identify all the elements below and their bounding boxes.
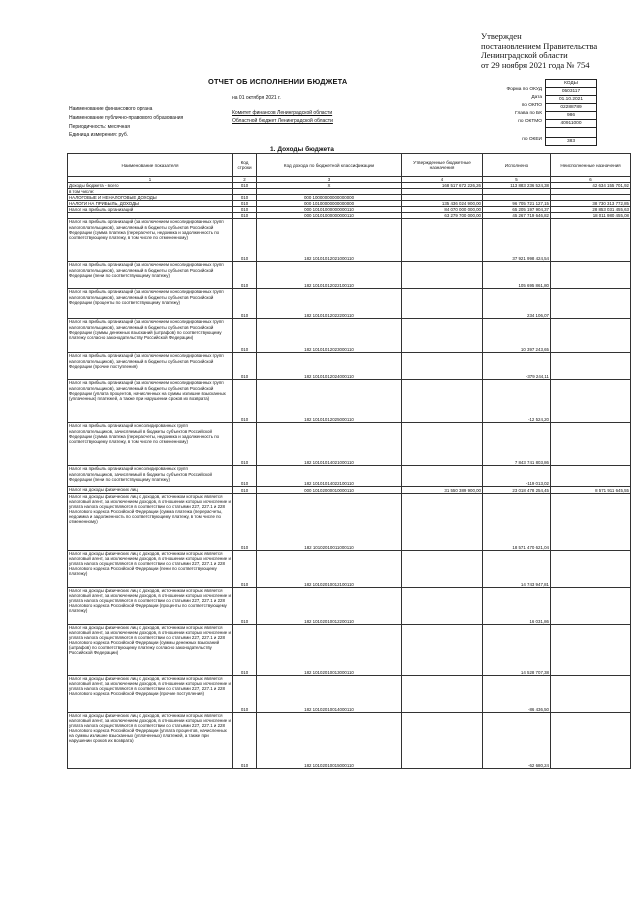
row-approved: [402, 624, 483, 675]
row-line-code: 010: [233, 353, 257, 380]
row-approved: 168 517 672 226,26: [402, 183, 483, 189]
row-name: Налог на прибыль организаций: [68, 207, 233, 213]
row-kbk-code: 000 10000000000000000: [257, 195, 402, 201]
column-number: 2: [233, 177, 257, 183]
approval-line: Утвержден: [481, 31, 522, 41]
row-line-code: 010: [233, 319, 257, 353]
row-approved: 31 550 389 900,00: [402, 487, 483, 493]
row-approved: [402, 289, 483, 319]
row-line-code: 010: [233, 487, 257, 493]
row-approved: [402, 712, 483, 768]
budget-label: Наименование публично-правового образования: [69, 115, 184, 121]
column-number: 6: [551, 177, 631, 183]
row-unexecuted: 8 571 911 645,55: [551, 487, 631, 493]
row-unexecuted: [551, 353, 631, 380]
row-unexecuted: [551, 624, 631, 675]
row-name: Налог на прибыль организаций (за исключением консолидированных групп налогоплательщиков), зачисляемый в бюджеты субъектов Российской Федерации (проценты по соответствующему платежу): [68, 289, 233, 319]
row-unexecuted: [551, 262, 631, 289]
column-number: 5: [483, 177, 551, 183]
row-executed: 113 883 236 524,38: [483, 183, 551, 189]
code-label: по ОКПО: [521, 103, 542, 108]
row-executed: 45 267 719 646,82: [483, 213, 551, 219]
table-row: [68, 289, 631, 319]
column-number: 3: [257, 177, 402, 183]
row-approved: [402, 262, 483, 289]
row-line-code: 010: [233, 466, 257, 487]
row-name: НАЛОГОВЫЕ И НЕНАЛОГОВЫЕ ДОХОДЫ: [68, 195, 233, 201]
row-kbk-code: 182 10102010014000110: [257, 675, 402, 712]
row-kbk-code: 182 10101012025000110: [257, 380, 402, 423]
row-line-code: 010: [233, 195, 257, 201]
code-value: 01.10.2021: [546, 96, 597, 104]
row-executed: 23 018 478 254,45: [483, 487, 551, 493]
row-executed: -119 013,02: [483, 466, 551, 487]
row-kbk-code: 182 10102010013000110: [257, 624, 402, 675]
table-row: [68, 550, 631, 587]
section-title: 1. Доходы бюджета: [270, 146, 334, 153]
table-body: [68, 183, 631, 769]
row-unexecuted: 38 730 313 772,85: [551, 201, 631, 207]
table-row: [68, 219, 631, 262]
fin-body-label: Наименование финансового органа: [69, 106, 153, 112]
row-kbk-code: 182 10101012022100110: [257, 262, 402, 289]
row-unexecuted: [551, 466, 631, 487]
row-line-code: 010: [233, 201, 257, 207]
row-line-code: 010: [233, 493, 257, 550]
row-line-code: 010: [233, 213, 257, 219]
row-kbk-code: 182 10101014021000110: [257, 423, 402, 466]
row-name: Налог на доходы физических лиц с доходов, источником которых является налоговый агент, за исключением доходов, в отношении которых исчисление и уплата налога осуществляются в соответствии со статьями 227, 227.1 и 228 Налогового кодекса Российской Федерации (прочие поступления): [68, 675, 233, 712]
row-kbk-code: 182 10102010011000110: [257, 493, 402, 550]
row-kbk-code: 000 10101000000000110: [257, 213, 402, 219]
row-unexecuted: 28 853 031 455,63: [551, 207, 631, 213]
column-header: Наименование показателя: [68, 154, 233, 177]
row-executed: 37 921 998 424,54: [483, 219, 551, 262]
report-date: на 01 октября 2021 г.: [232, 95, 281, 101]
column-header: Неисполненные назначения: [551, 154, 631, 177]
row-unexecuted: 18 011 980 455,08: [551, 213, 631, 219]
row-name: в том числе:: [68, 189, 233, 195]
row-kbk-code: 000 10100000000000000: [257, 201, 402, 207]
row-executed: 14 743 947,81: [483, 550, 551, 587]
row-name: Налог на прибыль организаций (за исключением консолидированных групп налогоплательщиков), зачисляемый в бюджеты субъектов Российской Федерации (уплата процентов, начисленных на суммы излишне взысканных (уплаченных) платежей, а также при нарушении сроков их возврата): [68, 380, 233, 423]
table-row: [68, 493, 631, 550]
code-value: 0503117: [546, 88, 597, 96]
row-line-code: 010: [233, 550, 257, 587]
row-unexecuted: 42 634 155 701,92: [551, 183, 631, 189]
code-label: Глава по БК: [515, 111, 542, 116]
row-executed: -86 436,50: [483, 675, 551, 712]
approval-line: от 29 ноября 2021 года № 754: [481, 59, 590, 70]
fin-body-value: Комитет финансов Ленинградской области: [232, 110, 333, 116]
row-kbk-code: 182 10101012021000110: [257, 219, 402, 262]
approval-line: Ленинградской области: [481, 50, 568, 61]
row-kbk-code: 182 10102010015000110: [257, 712, 402, 768]
row-kbk-code: 182 10102010012100110: [257, 550, 402, 587]
row-name: Налог на прибыль организаций (за исключением консолидированных групп налогоплательщиков), зачисляемый в бюджеты субъектов Российской Федерации (пени по соответствующему платежу): [68, 262, 233, 289]
row-unexecuted: [551, 712, 631, 768]
row-kbk-code: 000 10101000000000110: [257, 207, 402, 213]
code-value: 383: [546, 138, 597, 146]
row-name: Налог на прибыль организаций консолидированных групп налогоплательщиков, зачисляемый в бюджеты субъектов Российской Федерации (сумма платежа (перерасчеты, недоимка и задолженность по соответствующему платежу, в том числе по отмененному): [68, 423, 233, 466]
row-executed: 7 843 741 803,86: [483, 423, 551, 466]
row-line-code: 010: [233, 289, 257, 319]
row-executed: 65 205 197 904,37: [483, 207, 551, 213]
row-unexecuted: [551, 675, 631, 712]
codes-header: КОДЫ: [546, 80, 597, 88]
row-unexecuted: [551, 550, 631, 587]
row-unexecuted: [551, 493, 631, 550]
row-executed: 16 031,86: [483, 587, 551, 624]
row-kbk-code: X: [257, 183, 402, 189]
row-approved: [402, 319, 483, 353]
code-value: 986: [546, 112, 597, 120]
approval-stamp: [481, 32, 631, 70]
row-executed: -379 244,11: [483, 353, 551, 380]
row-line-code: 010: [233, 712, 257, 768]
row-kbk-code: 182 10101012023000110: [257, 319, 402, 353]
code-value: [546, 128, 597, 138]
row-approved: [402, 380, 483, 423]
row-name: Доходы бюджета - всего: [68, 183, 233, 189]
income-table: [67, 153, 631, 769]
row-executed: -12 524,20: [483, 380, 551, 423]
row-name: Налог на доходы физических лиц: [68, 487, 233, 493]
budget-value: Областной бюджет Ленинградской области: [232, 118, 333, 124]
column-header: Утвержденные бюджетные назначения: [402, 154, 483, 177]
table-header-row: [68, 154, 631, 177]
row-name: Налог на доходы физических лиц с доходов, источником которых является налоговый агент, за исключением доходов, в отношении которых исчисление и уплата налога осуществляются в соответствии со статьями 227, 227.1 и 228 Налогового кодекса Российской Федерации (суммы денежных взысканий (штрафов) по соответствующему платежу согласно законодательству Российской Федерации): [68, 624, 233, 675]
row-name: НАЛОГИ НА ПРИБЫЛЬ, ДОХОДЫ: [68, 201, 233, 207]
row-approved: [402, 219, 483, 262]
code-label: по ОКЕИ: [522, 137, 542, 142]
row-unexecuted: [551, 219, 631, 262]
table-row: [68, 712, 631, 768]
row-executed: 96 705 721 127,15: [483, 201, 551, 207]
table-row: [68, 262, 631, 289]
row-name: Налог на прибыль организаций (за исключением консолидированных групп налогоплательщиков), зачисляемый в бюджеты субъектов Российской Федерации (сумма платежа (перерасчеты, недоимка и задолженность по соответствующему платежу, в том числе по отмененному): [68, 219, 233, 262]
row-unexecuted: [551, 289, 631, 319]
code-label: Дата: [531, 95, 542, 100]
row-approved: [402, 550, 483, 587]
row-name: Налог на прибыль организаций (за исключением консолидированных групп налогоплательщиков), зачисляемый в бюджеты субъектов Российской Федерации (прочие поступления): [68, 353, 233, 380]
row-line-code: 010: [233, 207, 257, 213]
row-line-code: 010: [233, 219, 257, 262]
table-row: [68, 353, 631, 380]
table-row: [68, 466, 631, 487]
row-name: Налог на доходы физических лиц с доходов, источником которых является налоговый агент, за исключением доходов, в отношении которых исчисление и уплата налога осуществляются в соответствии со статьями 227, 227.1 и 228 Налогового кодекса Российской Федерации (пени по соответствующему платежу): [68, 550, 233, 587]
row-name: Налог на прибыль организаций консолидированных групп налогоплательщиков, зачисляемый в бюджеты субъектов Российской Федерации (пени по соответствующему платежу): [68, 466, 233, 487]
table-row: [68, 423, 631, 466]
column-number: 1: [68, 177, 233, 183]
code-label: по ОКТМО: [518, 119, 542, 124]
unit-label: Единица измерения: руб.: [69, 132, 129, 138]
row-approved: [402, 423, 483, 466]
report-title: ОТЧЕТ ОБ ИСПОЛНЕНИИ БЮДЖЕТА: [208, 77, 348, 86]
table-row: [68, 319, 631, 353]
row-kbk-code: 182 10101014022100110: [257, 466, 402, 487]
row-approved: [402, 466, 483, 487]
code-value: 40911000: [546, 120, 597, 128]
codes-table: [545, 79, 597, 146]
row-executed: 234 106,07: [483, 289, 551, 319]
row-name: Налог на доходы физических лиц с доходов, источником которых является налоговый агент, за исключением доходов, в отношении которых исчисление и уплата налога осуществляются в соответствии со статьями 227, 227.1 и 228 Налогового кодекса Российской Федерации (проценты по соответствующему платежу): [68, 587, 233, 624]
row-approved: [402, 493, 483, 550]
row-kbk-code: 182 10101012024000110: [257, 353, 402, 380]
row-executed: 10 397 243,65: [483, 319, 551, 353]
code-value: 02288789: [546, 104, 597, 112]
row-executed: 105 695 861,80: [483, 262, 551, 289]
row-line-code: 010: [233, 262, 257, 289]
row-name: Налог на доходы физических лиц с доходов, источником которых является налоговый агент, за исключением доходов, в отношении которых исчисление и уплата налога осуществляются в соответствии со статьями 227, 227.1 и 228 Налогового кодекса Российской Федерации (сумма платежа (перерасчеты, недоимка и задолженность по соответствующему платежу, в том числе по отмененному): [68, 493, 233, 550]
row-approved: [402, 353, 483, 380]
code-label: Форма по ОКУД: [506, 87, 542, 92]
row-approved: [402, 587, 483, 624]
row-executed: -62 680,24: [483, 712, 551, 768]
table-row: [68, 675, 631, 712]
row-line-code: 010: [233, 675, 257, 712]
row-line-code: 010: [233, 624, 257, 675]
period-label: Периодичность: месячная: [69, 124, 130, 130]
row-name: Налог на прибыль организаций (за исключением консолидированных групп налогоплательщиков), зачисляемый в бюджеты субъектов Российской Федерации (суммы денежных взысканий (штрафов) по соответствующему платежу согласно законодательству Российской Федерации): [68, 319, 233, 353]
table-row: [68, 624, 631, 675]
column-header: Код дохода по бюджетной классификации: [257, 154, 402, 177]
row-line-code: 010: [233, 587, 257, 624]
row-kbk-code: 000 10102000010000110: [257, 487, 402, 493]
row-executed: 14 528 707,38: [483, 624, 551, 675]
column-header: Исполнено: [483, 154, 551, 177]
row-kbk-code: 182 10101012022200110: [257, 289, 402, 319]
column-number: 4: [402, 177, 483, 183]
row-executed: 18 571 470 621,04: [483, 493, 551, 550]
row-unexecuted: [551, 319, 631, 353]
row-unexecuted: [551, 587, 631, 624]
table-row: [68, 380, 631, 423]
row-unexecuted: [551, 380, 631, 423]
row-unexecuted: [551, 423, 631, 466]
row-line-code: 010: [233, 423, 257, 466]
row-approved: 84 070 000 000,00: [402, 207, 483, 213]
table-row: [68, 587, 631, 624]
row-approved: [402, 675, 483, 712]
column-header: Код строки: [233, 154, 257, 177]
approval-line: постановлением Правительства: [481, 40, 598, 51]
row-name: Налог на доходы физических лиц с доходов, источником которых является налоговый агент, за исключением доходов, в отношении которых исчисление и уплата налога осуществляются в соответствии со статьями 227, 227.1 и 228 Налогового кодекса Российской Федерации (уплата процентов, начисленных на суммы излишне взысканных (уплаченных) платежей, а также при нарушении сроков их возврата): [68, 712, 233, 768]
row-approved: 135 436 024 900,00: [402, 201, 483, 207]
row-line-code: 010: [233, 380, 257, 423]
row-approved: 63 279 700 000,00: [402, 213, 483, 219]
row-kbk-code: 182 10102010012200110: [257, 587, 402, 624]
row-line-code: 010: [233, 183, 257, 189]
